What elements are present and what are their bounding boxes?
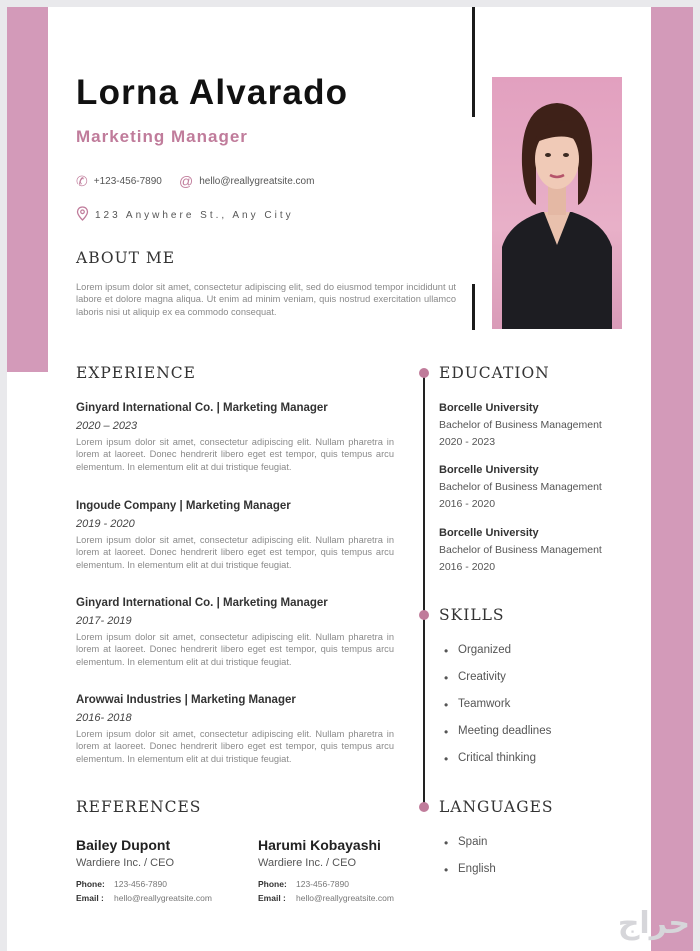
- reference-name: Bailey Dupont: [76, 837, 171, 853]
- education-heading: EDUCATION: [439, 364, 550, 382]
- skill-item: • Teamwork: [444, 698, 511, 712]
- divider-line-top: [472, 7, 475, 117]
- contact-phone: [76, 173, 162, 190]
- candidate-title: Marketing Manager: [76, 127, 248, 146]
- language-item: • English: [444, 863, 496, 877]
- skill-item: • Critical thinking: [444, 752, 536, 766]
- skills-list: [444, 644, 551, 779]
- timeline-line: [423, 372, 425, 807]
- education-school: Borcelle University: [439, 402, 539, 414]
- timeline-dot: [419, 610, 429, 620]
- experience-item: [76, 500, 394, 571]
- timeline-dot: [419, 368, 429, 378]
- education-years: 2016 - 2020: [439, 498, 496, 510]
- skill-item: • Organized: [444, 644, 512, 658]
- references-heading: REFERENCES: [76, 798, 202, 816]
- left-accent-band: [7, 7, 48, 372]
- education-degree: Bachelor of Business Management: [439, 481, 602, 493]
- phone-icon: ✆: [76, 173, 88, 189]
- address-text: 123 Anywhere St., Any City: [95, 209, 294, 221]
- experience-description: Lorem ipsum dolor sit amet, consectetur adipiscing elit. Nullam pharetra in lorem at laoreet. Donec hendrerit libero eget est tempor, quis tempus arcu elementum. In elementum elit at dui tristique feugiat.: [76, 729, 394, 764]
- experience-dates: 2016- 2018: [76, 712, 132, 724]
- experience-item: [76, 597, 394, 668]
- reference-phone: Phone: 123-456-7890: [258, 879, 349, 889]
- email-text: hello@reallygreatsite.com: [199, 175, 315, 187]
- education-item: [439, 527, 639, 573]
- location-pin-icon: [76, 206, 89, 224]
- reference-company: Wardiere Inc. / CEO: [76, 857, 175, 869]
- experience-dates: 2017- 2019: [76, 615, 132, 627]
- resume-page: [7, 7, 693, 951]
- profile-photo: [492, 77, 622, 329]
- reference-name: Harumi Kobayashi: [258, 837, 381, 853]
- experience-title: Ginyard International Co. | Marketing Manager: [76, 597, 328, 609]
- experience-description: Lorem ipsum dolor sit amet, consectetur adipiscing elit. Nullam pharetra in lorem at laoreet. Donec hendrerit libero eget est tempor, quis tempus arcu elementum. In elementum elit at dui tristique feugiat.: [76, 437, 394, 472]
- experience-item: [76, 402, 394, 473]
- skill-item: • Creativity: [444, 671, 506, 685]
- language-item: • Spain: [444, 836, 488, 850]
- experience-description: Lorem ipsum dolor sit amet, consectetur adipiscing elit. Nullam pharetra in lorem at laoreet. Donec hendrerit libero eget est tempor, quis tempus arcu elementum. In elementum elit at dui tristique feugiat.: [76, 632, 394, 667]
- divider-line-mid: [472, 284, 475, 330]
- education-degree: Bachelor of Business Management: [439, 544, 602, 556]
- education-years: 2016 - 2020: [439, 561, 496, 573]
- languages-heading: LANGUAGES: [439, 798, 554, 816]
- experience-item: [76, 694, 394, 765]
- contact-address: [76, 206, 294, 224]
- phone-text: +123-456-7890: [93, 176, 162, 187]
- experience-heading: EXPERIENCE: [76, 364, 196, 382]
- watermark-logo: حراج: [617, 907, 690, 940]
- reference-card: [258, 837, 428, 903]
- education-item: [439, 402, 639, 448]
- at-sign-icon: @: [179, 173, 194, 189]
- candidate-name: Lorna Alvarado: [76, 73, 349, 112]
- education-school: Borcelle University: [439, 464, 539, 476]
- about-text: Lorem ipsum dolor sit amet, consectetur adipiscing elit, sed do eiusmod tempor incididunt ut labore et dolore magna aliqua. Ut enim ad minim veniam, quis nostrud exercitation ullamco laboris nisi ut aliquip ex ea commodo consequat.: [76, 282, 456, 317]
- reference-email: Email : hello@reallygreatsite.com: [258, 893, 394, 903]
- contact-email: [179, 173, 314, 189]
- experience-title: Arowwai Industries | Marketing Manager: [76, 694, 296, 706]
- reference-phone: Phone: 123-456-7890: [76, 879, 167, 889]
- education-item: [439, 464, 639, 510]
- reference-company: Wardiere Inc. / CEO: [258, 857, 357, 869]
- timeline-dot: [419, 802, 429, 812]
- experience-dates: 2019 - 2020: [76, 518, 135, 530]
- education-degree: Bachelor of Business Management: [439, 419, 602, 431]
- languages-list: [444, 836, 496, 890]
- portrait-illustration: [492, 77, 622, 329]
- experience-dates: 2020 – 2023: [76, 420, 138, 432]
- education-school: Borcelle University: [439, 527, 539, 539]
- experience-title: Ginyard International Co. | Marketing Manager: [76, 402, 328, 414]
- right-accent-band: [651, 7, 693, 951]
- skills-heading: SKILLS: [439, 606, 505, 624]
- reference-card: [76, 837, 246, 903]
- about-heading: ABOUT ME: [76, 249, 176, 267]
- reference-email: Email : hello@reallygreatsite.com: [76, 893, 212, 903]
- education-years: 2020 - 2023: [439, 436, 496, 448]
- experience-description: Lorem ipsum dolor sit amet, consectetur adipiscing elit. Nullam pharetra in lorem at laoreet. Donec hendrerit libero eget est tempor, quis tempus arcu elementum. In elementum elit at dui tristique feugiat.: [76, 535, 394, 570]
- experience-title: Ingoude Company | Marketing Manager: [76, 500, 291, 512]
- skill-item: • Meeting deadlines: [444, 725, 552, 739]
